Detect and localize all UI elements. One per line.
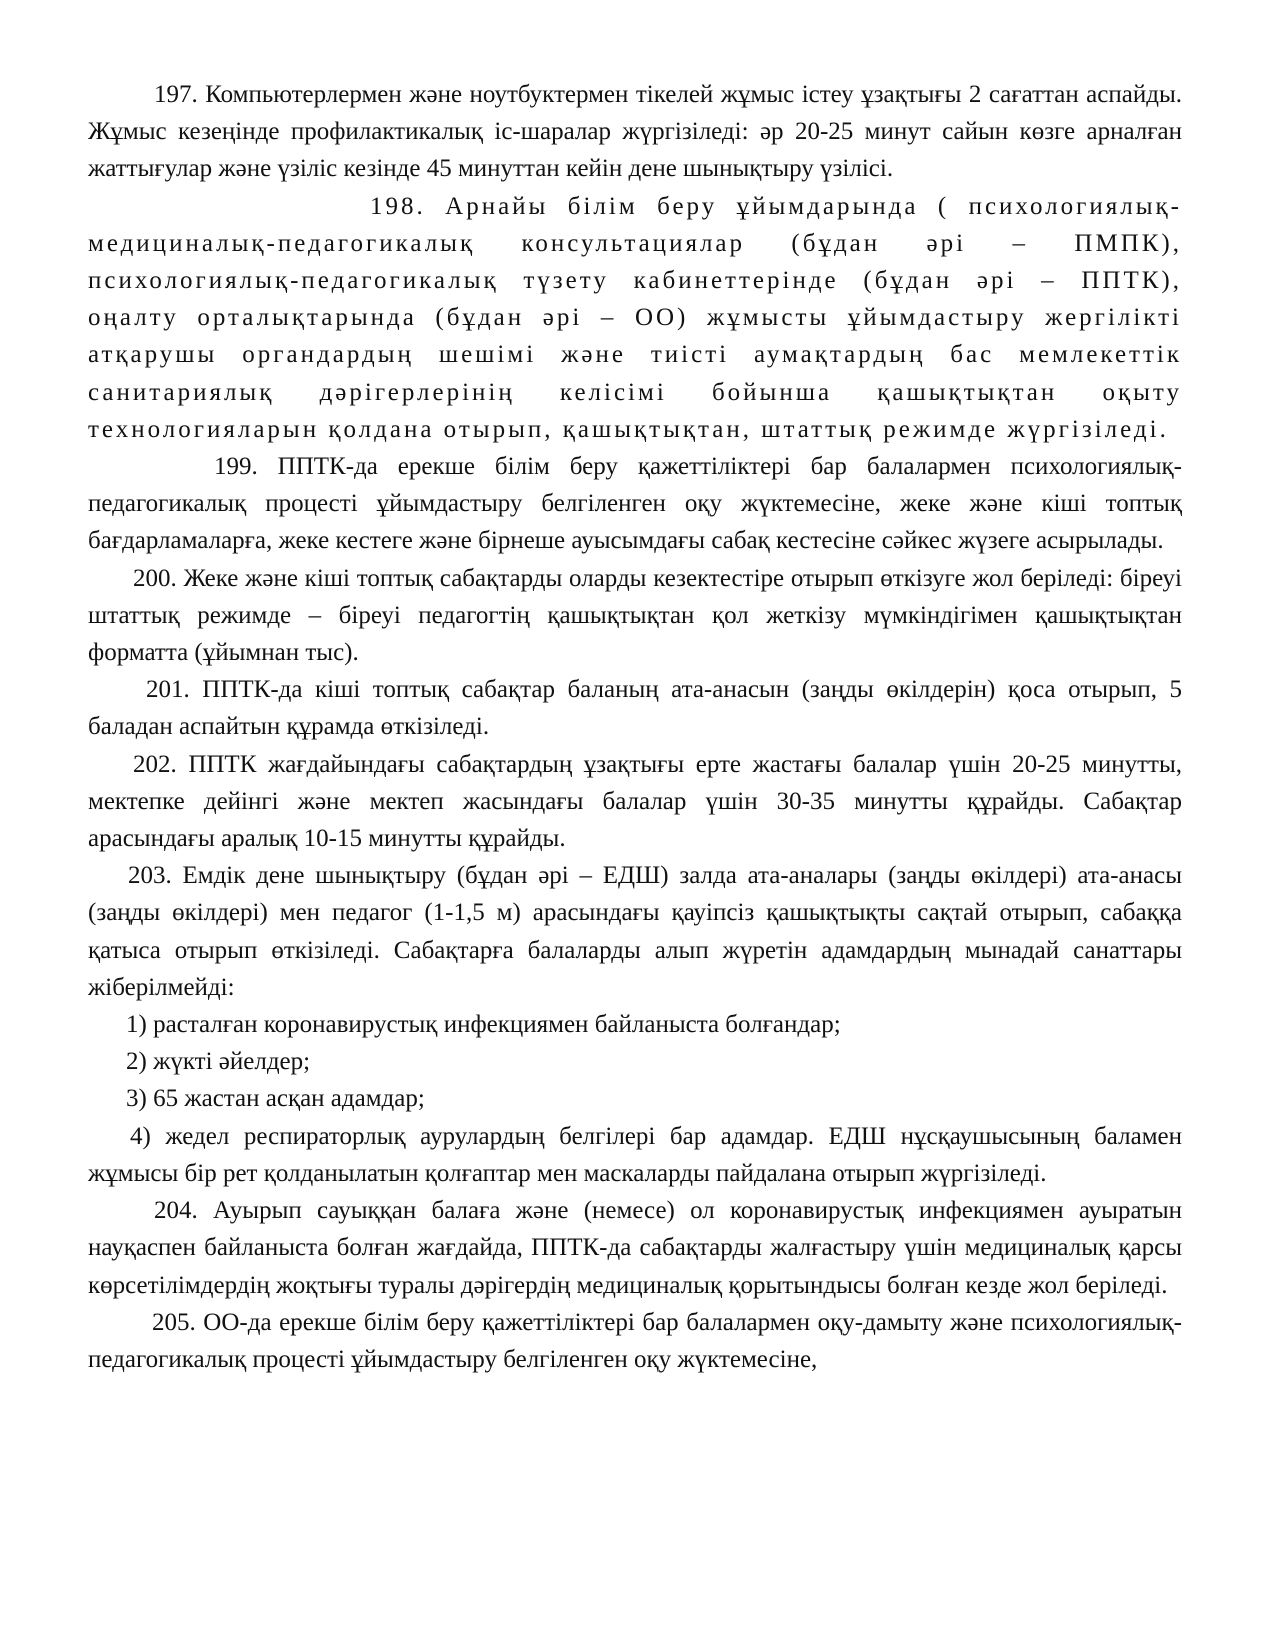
paragraph-202: 202. ППТК жағдайындағы сабақтардың ұзақтығы ерте жастағы балалар үшін 20-25 минутты, мектепке дейінгі және мектеп жасындағы балалар үшін 30-35 минутты құрайды. Сабақтар арасындағы аралық 10-15 минутты құрайды. [88, 750, 1182, 853]
paragraph-204: 204. Ауырып сауыққан балаға және (немесе) ол коронавирустық инфекциямен ауыратын науқаспен байланыста болған жағдайда, ППТК-да сабақтарды жалғастыру үшін медициналық қарсы көрсетілімдердің жоқтығы туралы дәрігердің медициналық қорытындысы болған кезде жол беріледі. [88, 1197, 1182, 1299]
paragraph-201: 201. ППТК-да кіші топтық сабақтар баланың ата-анасын (заңды өкілдерін) қоса отырып, 5 баладан аспайтын құрамда өткізіледі. [88, 676, 1182, 741]
list-item-1: 1) расталған коронавирустық инфекциямен байланыста болғандар; [126, 1011, 841, 1039]
paragraph-197: 197. Компьютерлермен және ноутбуктермен тікелей жұмыс істеу ұзақтығы 2 сағаттан аспайды. Жұмыс кезеңінде профилактикалық іс-шаралар жүргізіледі: әр 20-25 минут сайын көзге арналған жаттығулар және үзіліс кезінде 45 минуттан кейін дене шынықтыру үзілісі. [88, 81, 1182, 183]
list-item-4: 4) жедел респираторлық аурулардың белгілері бар адамдар. ЕДШ нұсқаушысының баламен жұмысы бір рет қолданылатын қолғаптар мен маскаларды пайдалана отырып жүргізіледі. [88, 1122, 1182, 1187]
paragraph-199: 199. ППТК-да ерекше білім беру қажеттіліктері бар балалармен психологиялық-педагогикалық процесті ұйымдастыру белгіленген оқу жүктемесіне, жеке және кіші топтық бағдарламаларға, жеке кестеге және бірнеше ауысымдағы сабақ кестесіне сәйкес жүзеге асырылады. [88, 453, 1182, 555]
list-item-3: 3) 65 жастан асқан адамдар; [126, 1085, 425, 1113]
list-item-2: 2) жүкті әйелдер; [126, 1048, 311, 1076]
paragraph-203: 203. Емдік дене шынықтыру (бұдан әрі – ЕДШ) залда ата-аналары (заңды өкілдері) ата-анасы (заңды өкілдері) мен педагог (1-1,5 м) арасындағы қауіпсіз қашықтықты сақтай отырып, сабаққа қатыса отырып өткізіледі. Сабақтарға балаларды алып жүретін адамдардың мынадай санаттары жіберілмейді: [88, 862, 1182, 1001]
paragraph-205: 205. ОО-да ерекше білім беру қажеттіліктері бар балалармен оқу-дамыту және психологиялық-педагогикалық процесті ұйымдастыру белгіленген оқу жүктемесіне, [88, 1308, 1182, 1373]
paragraph-200: 200. Жеке және кіші топтық сабақтарды оларды кезектестіре отырып өткізуге жол беріледі: біреуі штаттық режимде – біреуі педагогтің қашықтықтан қол жеткізу мүмкіндігімен қашықтықтан форматта (ұйымнан тыс). [88, 564, 1182, 667]
paragraph-198: 198. Арнайы білім беру ұйымдарында ( психологиялық-медициналық-педагогикалық консультациялар (бұдан әрі – ПМПК), психологиялық-педагогикалық түзету кабинеттерінде (бұдан әрі – ППТК), оңалту орталықтарында (бұдан әрі – ОО) жұмысты ұйымдастыру жергілікті атқарушы органдардың шешімі және тиісті аумақтардың бас мемлекеттік санитариялық дәрігерлерінің келісімі бойынша қашықтықтан оқыту технологияларын қолдана отырып, қашықтықтан, штаттық режимде жүргізіледі. [88, 192, 1182, 443]
document-page [88, 76, 1182, 1378]
